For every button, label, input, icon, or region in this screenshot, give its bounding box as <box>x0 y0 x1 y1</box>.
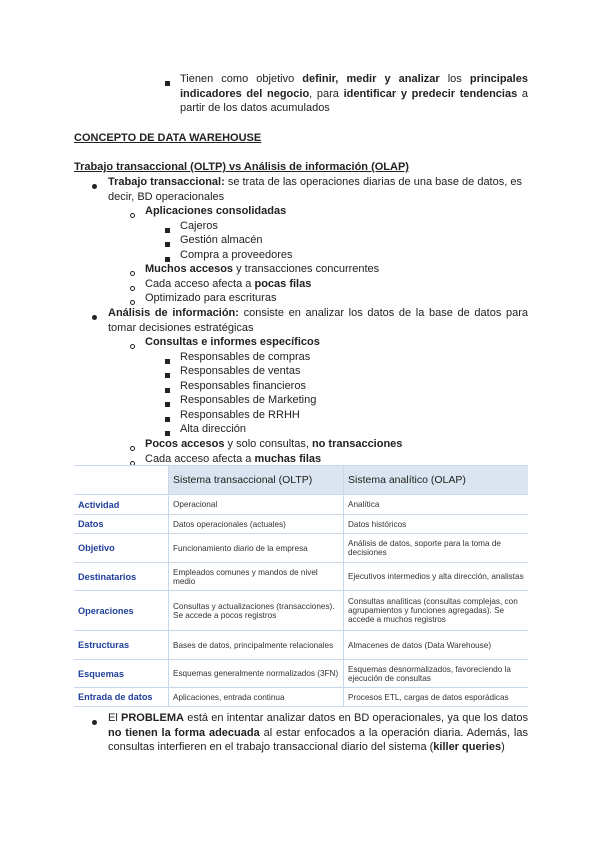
olap-cell: Consultas analíticas (consultas complejas, con agrupamientos y funciones agregadas). Se accede a muchos registros <box>344 591 529 631</box>
circle-bullet-icon <box>130 267 135 279</box>
comparison-table <box>74 465 528 707</box>
olap-report-item: Alta dirección <box>180 423 247 435</box>
table-row <box>74 631 528 660</box>
oltp-app-item: Compra a proveedores <box>180 249 293 261</box>
table-corner-cell <box>74 466 169 495</box>
row-label: Actividad <box>74 495 169 515</box>
row-label: Entrada de datos <box>74 688 169 707</box>
table-row <box>74 515 528 534</box>
oltp-app-item: Cajeros <box>180 220 218 232</box>
olap-cell: Ejecutivos intermedios y alta dirección, analistas <box>344 563 529 591</box>
olap-cell: Análisis de datos, soporte para la toma de decisiones <box>344 534 529 563</box>
intro-paragraph: Tienen como objetivo definir, medir y analizar los principales indicadores del negocio, para identificar y predecir tendencias a partir de los datos acumulados <box>180 73 528 114</box>
row-label: Objetivo <box>74 534 169 563</box>
oltp-optimized: Optimizado para escrituras <box>145 292 277 304</box>
square-bullet-icon <box>165 224 170 236</box>
olap-report-item: Responsables de Marketing <box>180 394 317 406</box>
square-bullet-icon <box>165 384 170 396</box>
oltp-cell: Operacional <box>169 495 344 515</box>
table-row <box>74 534 528 563</box>
row-label: Destinatarios <box>74 563 169 591</box>
section-title: CONCEPTO DE DATA WAREHOUSE <box>74 132 262 144</box>
olap-access: Pocos accesos y solo consultas, no transacciones <box>145 438 403 450</box>
oltp-cell: Empleados comunes y mandos de nivel medio <box>169 563 344 591</box>
dot-bullet-icon <box>92 180 97 192</box>
square-bullet-icon <box>165 398 170 410</box>
oltp-access: Muchos accesos y transacciones concurrentes <box>145 263 380 275</box>
table-row <box>74 591 528 631</box>
oltp-cell: Aplicaciones, entrada continua <box>169 688 344 707</box>
row-label: Datos <box>74 515 169 534</box>
olap-report-item: Responsables financieros <box>180 380 306 392</box>
olap-report-item: Responsables de compras <box>180 351 311 363</box>
dot-bullet-icon <box>92 311 97 323</box>
olap-rows: Cada acceso afecta a muchas filas <box>145 453 322 465</box>
oltp-rows: Cada acceso afecta a pocas filas <box>145 278 312 290</box>
oltp-cell: Bases de datos, principalmente relacionales <box>169 631 344 660</box>
table-header-oltp: Sistema transaccional (OLTP) <box>169 466 344 495</box>
square-bullet-icon <box>165 77 170 89</box>
oltp-cell: Funcionamiento diario de la empresa <box>169 534 344 563</box>
olap-cell: Analítica <box>344 495 529 515</box>
circle-bullet-icon <box>130 340 135 352</box>
table-row <box>74 563 528 591</box>
circle-bullet-icon <box>130 209 135 221</box>
olap-report-item: Responsables de ventas <box>180 365 301 377</box>
subtitle: Trabajo transaccional (OLTP) vs Análisis de información (OLAP) <box>74 161 409 173</box>
table-header-row <box>74 466 528 495</box>
oltp-cell: Consultas y actualizaciones (transacciones). Se accede a pocos registros <box>169 591 344 631</box>
olap-definition: Análisis de información: consiste en analizar los datos de la base de datos para tomar decisiones estratégicas <box>108 307 528 334</box>
problem-paragraph: El PROBLEMA está en intentar analizar datos en BD operacionales, ya que los datos no tienen la forma adecuada al estar enfocados a la operación diaria. Además, las consultas interfieren en el trabajo transaccional diario del sistema (killer queries) <box>108 712 529 753</box>
oltp-cell: Datos operacionales (actuales) <box>169 515 344 534</box>
oltp-definition: Trabajo transaccional: se trata de las operaciones diarias de una base de datos, es decir, BD operacionales <box>108 176 522 203</box>
square-bullet-icon <box>165 369 170 381</box>
olap-cell: Almacenes de datos (Data Warehouse) <box>344 631 529 660</box>
table-row <box>74 495 528 515</box>
olap-reports-label: Consultas e informes específicos <box>145 336 320 348</box>
oltp-cell: Esquemas generalmente normalizados (3FN) <box>169 660 344 688</box>
olap-report-item: Responsables de RRHH <box>180 409 300 421</box>
table-row <box>74 660 528 688</box>
oltp-app-item: Gestión almacén <box>180 234 263 246</box>
circle-bullet-icon <box>130 442 135 454</box>
olap-cell: Procesos ETL, cargas de datos esporádicas <box>344 688 529 707</box>
square-bullet-icon <box>165 238 170 250</box>
dot-bullet-icon <box>92 716 97 728</box>
row-label: Operaciones <box>74 591 169 631</box>
row-label: Estructuras <box>74 631 169 660</box>
olap-cell: Esquemas desnormalizados, favoreciendo la ejecución de consultas <box>344 660 529 688</box>
circle-bullet-icon <box>130 282 135 294</box>
oltp-apps-label: Aplicaciones consolidadas <box>145 205 287 217</box>
square-bullet-icon <box>165 413 170 425</box>
olap-cell: Datos históricos <box>344 515 529 534</box>
table-header-olap: Sistema analítico (OLAP) <box>344 466 529 495</box>
row-label: Esquemas <box>74 660 169 688</box>
table-row <box>74 688 528 707</box>
square-bullet-icon <box>165 355 170 367</box>
